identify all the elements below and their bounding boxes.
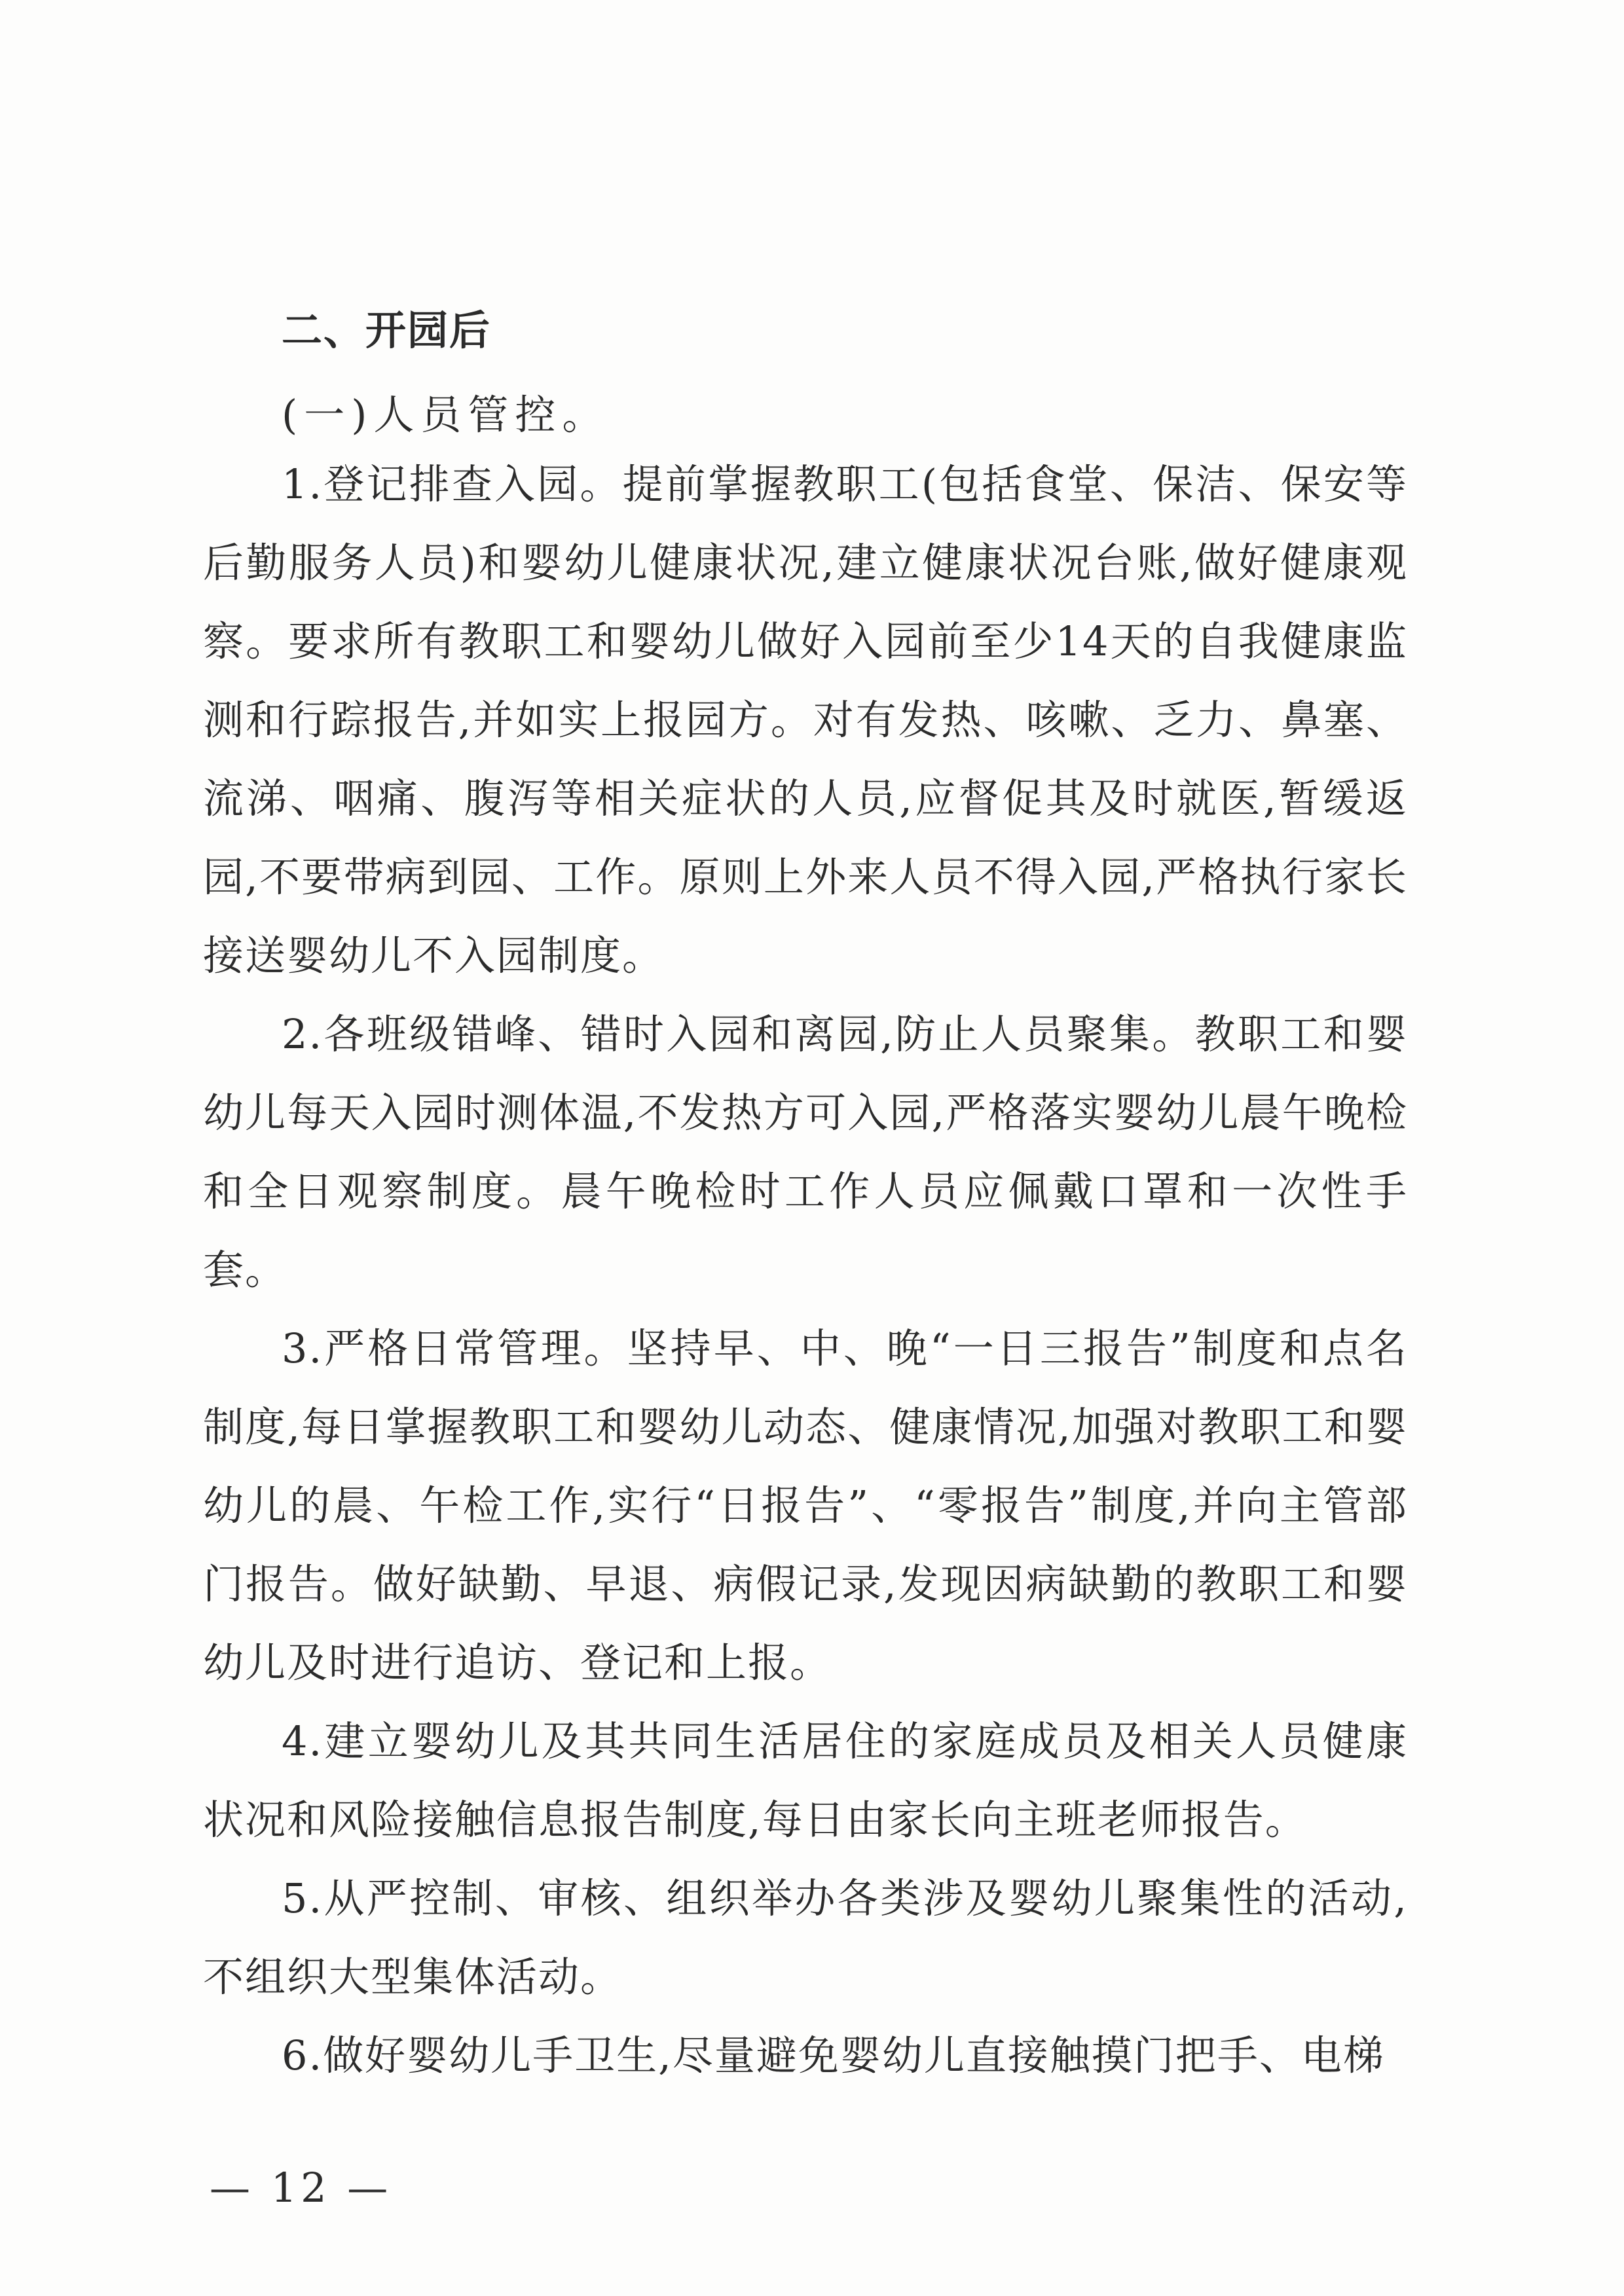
paragraph-4: 4.建立婴幼儿及其共同生活居住的家庭成员及相关人员健康状况和风险接触信息报告制度,每日由家长向主班老师报告。 (203, 1717, 1408, 1844)
paragraph-5: 5.从严控制、审核、组织举办各类涉及婴幼儿聚集性的活动,不组织大型集体活动。 (203, 1874, 1408, 2001)
paragraph-6: 6.做好婴幼儿手卫生,尽量避免婴幼儿直接触摸门把手、电梯 (282, 2032, 1385, 2079)
page-number: — 12 — (210, 2164, 392, 2212)
paragraph-3: 3.严格日常管理。坚持早、中、晚“一日三报告”制度和点名制度,每日掌握教职工和婴幼儿动态、健康情况,加强对教职工和婴幼儿的晨、午检工作,实行“日报告”、“零报告”制度,并向主管部门报告。做好缺勤、早退、病假记录,发现因病缺勤的教职工和婴幼儿及时进行追访、登记和上报。 (203, 1324, 1408, 1686)
section-heading: 二、开园后 (282, 306, 492, 354)
paragraph-2: 2.各班级错峰、错时入园和离园,防止人员聚集。教职工和婴幼儿每天入园时测体温,不发热方可入园,严格落实婴幼儿晨午晚检和全日观察制度。晨午晚检时工作人员应佩戴口罩和一次性手套。 (203, 1010, 1408, 1294)
subsection-heading: (一)人员管控。 (282, 391, 610, 439)
document-body (203, 445, 1408, 2095)
paragraph-1: 1.登记排查入园。提前掌握教职工(包括食堂、保洁、保安等后勤服务人员)和婴幼儿健康状况,建立健康状况台账,做好健康观察。要求所有教职工和婴幼儿做好入园前至少14天的自我健康监测和行踪报告,并如实上报园方。对有发热、咳嗽、乏力、鼻塞、流涕、咽痛、腹泻等相关症状的人员,应督促其及时就医,暂缓返园,不要带病到园、工作。原则上外来人员不得入园,严格执行家长接送婴幼儿不入园制度。 (203, 460, 1408, 979)
